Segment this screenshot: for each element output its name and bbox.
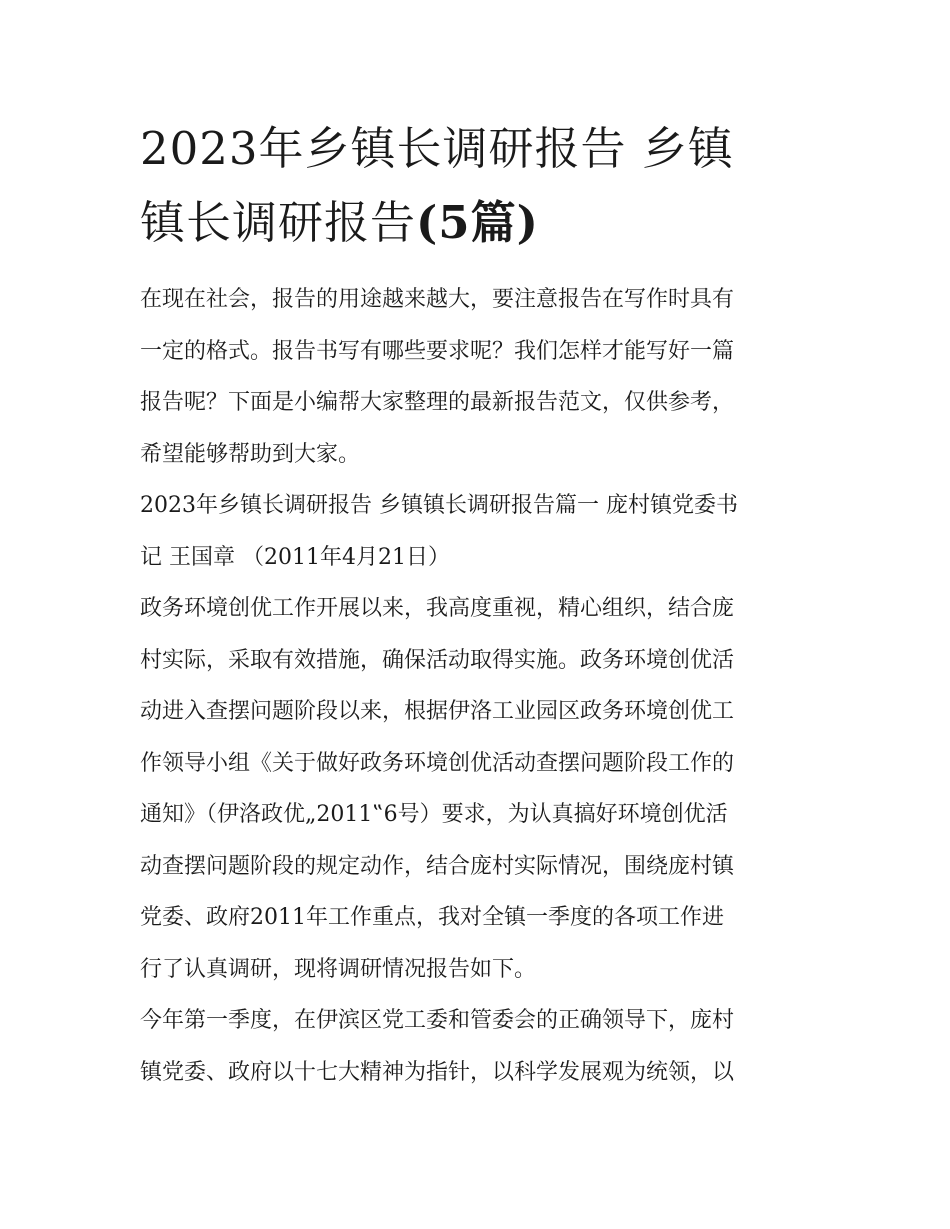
paragraph-heading	[140, 480, 812, 583]
paragraph-line: 通知》（伊洛政优„2011‟6号）要求，为认真搞好环境创优活	[140, 802, 728, 827]
title-line-1	[140, 112, 812, 186]
paragraph-line: 2023年乡镇长调研报告 乡镇镇长调研报告篇一 庞村镇党委书	[140, 493, 738, 518]
paragraph-line: 一定的格式。报告书写有哪些要求呢？我们怎样才能写好一篇	[140, 338, 735, 364]
paragraph-body-1	[140, 583, 812, 995]
paragraph-line: 报告呢？下面是小编帮大家整理的最新报告范文，仅供参考，	[140, 390, 735, 415]
title-line-2	[140, 186, 812, 260]
title-line-2-text: 镇长调研报告	[140, 196, 417, 249]
title-line-1-text: 2023年乡镇长调研报告 乡镇	[140, 122, 734, 175]
paragraph-line: 今年第一季度，在伊滨区党工委和管委会的正确领导下，庞村	[140, 1008, 735, 1033]
paragraph-line: 动查摆问题阶段的规定动作，结合庞村实际情况，围绕庞村镇	[140, 853, 735, 879]
document-page	[140, 112, 812, 1098]
paragraph-intro	[140, 274, 812, 480]
paragraph-line: 村实际，采取有效措施，确保活动取得实施。政务环境创优活	[140, 647, 735, 673]
paragraph-line: 党委、政府2011年工作重点，我对全镇一季度的各项工作进	[140, 905, 724, 930]
paragraph-line: 作领导小组《关于做好政务环境创优活动查摆问题阶段工作的	[140, 750, 735, 776]
paragraph-line: 动进入查摆问题阶段以来，根据伊洛工业园区政务环境创优工	[140, 699, 735, 724]
paragraph-line: 在现在社会，报告的用途越来越大，要注意报告在写作时具有	[140, 287, 735, 312]
document-title	[140, 112, 812, 260]
paragraph-line: 记 王国章 （2011年4月21日）	[140, 544, 450, 570]
paragraph-line: 行了认真调研，现将调研情况报告如下。	[140, 956, 537, 982]
title-count: (5篇)	[416, 196, 539, 249]
paragraph-line: 希望能够帮助到大家。	[140, 441, 361, 467]
paragraph-body-2	[140, 995, 812, 1098]
paragraph-line: 镇党委、政府以十七大精神为指针，以科学发展观为统领，以	[140, 1059, 735, 1085]
paragraph-line: 政务环境创优工作开展以来，我高度重视，精心组织，结合庞	[140, 596, 735, 621]
